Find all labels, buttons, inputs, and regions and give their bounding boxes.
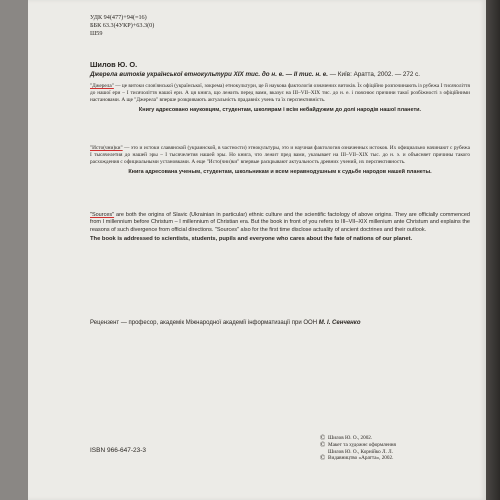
reviewer-label: Рецензент — професор, академік Міжнародної академії інформатизації при ООН [90, 320, 319, 326]
copyright-text: Видавництво «Аратта», 2002. [328, 455, 394, 462]
copyright-text: Макет та художнє оформлення [328, 441, 396, 448]
page-edge-shadow [486, 0, 500, 500]
abstract-english [90, 212, 470, 243]
copyright-icon: © [320, 440, 326, 449]
udk-code: УДК 94(477)+94(=16) [90, 14, 147, 21]
author-name: Шилов Ю. О. [90, 60, 138, 69]
copyright-row [320, 442, 396, 449]
bibliographic-record [90, 60, 470, 78]
classification-codes [90, 14, 154, 38]
copyright-row [320, 449, 396, 456]
copyright-text: Шилов Ю. О., 2002. [328, 435, 373, 441]
abstract-ukrainian-audience: Книгу адресовано науковцям, студентам, школярам і всім небайдужим до долі народів нашої планети. [138, 106, 422, 113]
imprint: — Київ: Аратта, 2002. — 272 с. [328, 71, 421, 78]
abstract-ukrainian [90, 83, 470, 114]
abstract-russian [90, 145, 470, 176]
abstract-ukrainian-term: "Джерела" [90, 83, 114, 89]
copyright-row [320, 435, 396, 442]
abstract-russian-text [90, 145, 470, 167]
book-title: Джерела витоків української етнокультури ХІХ тис. до н. е. — ІІ тис. н. е. [90, 71, 328, 78]
abstract-english-text [90, 212, 470, 234]
abstract-english-audience: The book is addressed to scientists, students, pupils and everyone who cares about the fate of nations of our planet. [90, 236, 413, 243]
reviewer-line [90, 320, 480, 326]
bbk-code: ББК 63.3(4УКР)+63.3(0) [90, 22, 155, 29]
title-citation [90, 71, 470, 78]
copyright-icon: © [320, 454, 326, 463]
abstract-ukrainian-text [90, 83, 470, 105]
reviewer-name: М. І. Сенченко [318, 320, 361, 326]
abstract-russian-body: — это и истоки славянской (украинской, в частности) этнокультуры, это и научная фактология означенных истоков. Их официально начинают с рубежа І тысячелетия до нашей эры – І тысячелетия нашей эры. Но книга, что лежит пред вами, указывает на ІІІ–VII–ХІХ тыс. до н. э. и объясняет причины такого расхождения с официальными установками. А еще "Исто(чни)ки" впервые раскрывают актуальность древних учений, их перспективность. [90, 145, 470, 166]
abstract-english-body: are both the origins of Slavic (Ukrainian in particular) ethnic culture and the scientific factology of above origins. They are officially commenced from I millennium before Christum – I millennium of Christian era. But the book in front of you refers to III–VII–XIX millenium ante Christum and explains the reasons of such divergence from official directions. "Sources" also for the first time disclose actuality of ancient doctrines and their outlook. [90, 212, 470, 233]
abstract-russian-term: "Исто(чни)ки" [90, 145, 123, 151]
copyright-row [320, 455, 396, 462]
copyright-icon: © [320, 434, 326, 442]
isbn: ISBN 966-647-23-3 [90, 447, 147, 454]
book-page [28, 0, 486, 500]
abstract-english-term: "Sources" [90, 212, 115, 218]
copyright-text: Шилов Ю. О., Корнійко Л. Л. [328, 448, 393, 455]
abstract-ukrainian-body: — це витоки слов'янської (української, зокрема) етнокультури, це й наукова фактологія означених витоків. Їх офіційно розпочинають із рубежа І тисячоліття до нашої ери – І тисячоліття нашої ери. А ця книга, що лежить перед вами, вказує на ІІІ–VII–ХІХ тис. до н. е. і пояснює причини такої розбіжності з офіційними настановами. А ще "Джерела" вперше розкривають актуальність прадавніх учень та їх перспективність. [90, 83, 470, 104]
abstract-russian-audience: Книга адресована ученым, студентам, школьникам и всем неравнодушным к судьбе народов нашей планеты. [128, 168, 432, 175]
copyright-notices [320, 435, 396, 462]
cutter-code: Ш59 [90, 30, 103, 37]
